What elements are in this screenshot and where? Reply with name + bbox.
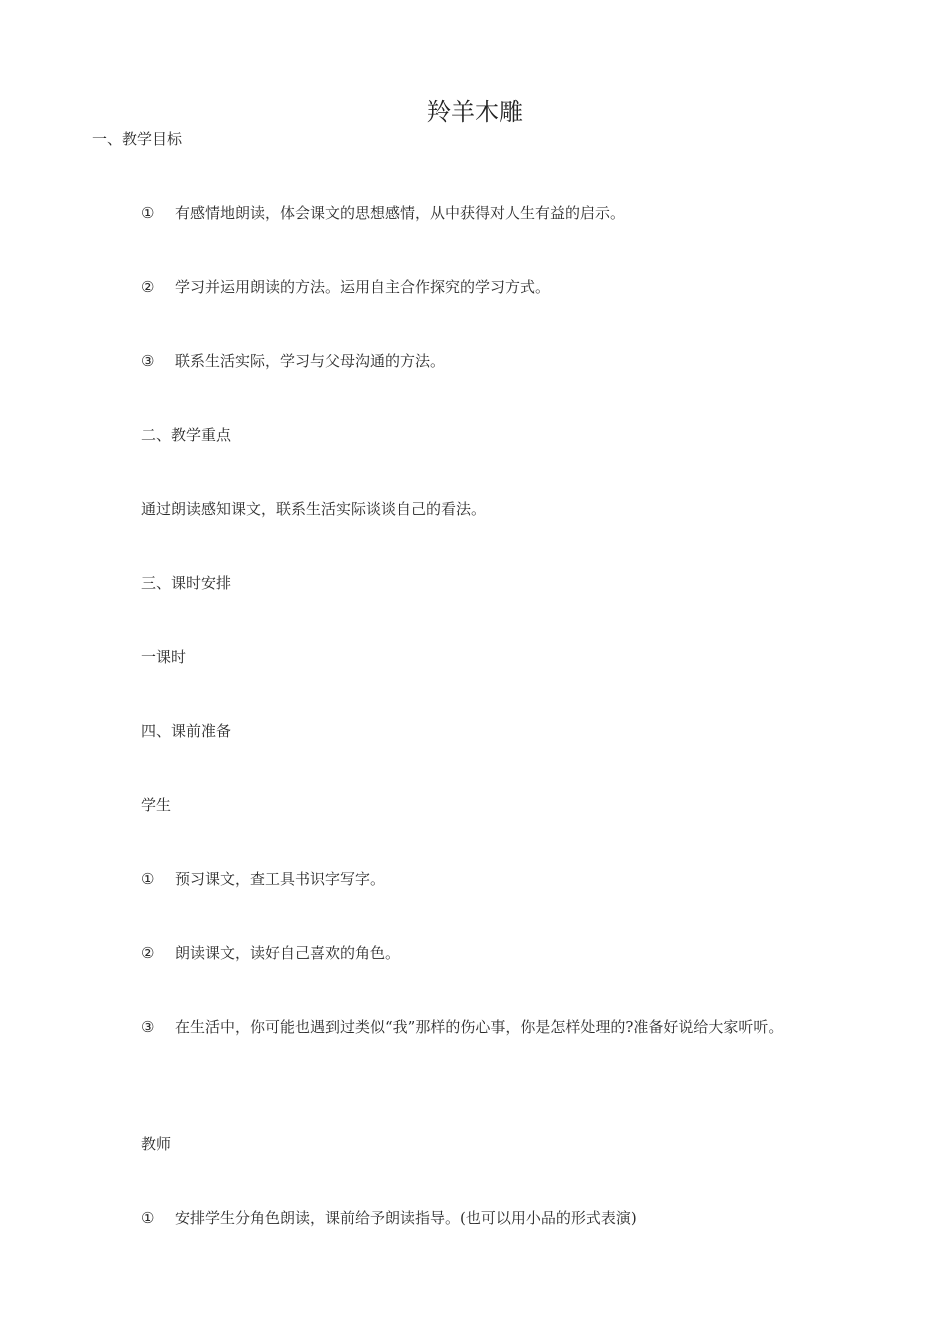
item-marker: ② — [141, 944, 155, 962]
item-marker: ① — [141, 204, 155, 222]
student-item-3 — [141, 1017, 783, 1037]
item-marker: ③ — [141, 1018, 155, 1036]
objective-item-1 — [141, 203, 625, 223]
student-item-1 — [141, 869, 385, 889]
objective-item-2 — [141, 277, 550, 297]
item-text: 朗读课文，读好自己喜欢的角色。 — [175, 944, 401, 962]
item-text: 学习并运用朗读的方法。运用自主合作探究的学习方式。 — [175, 278, 551, 296]
section-heading-schedule: 三、课时安排 — [141, 574, 232, 592]
item-text: 安排学生分角色朗读，课前给予朗读指导。(也可以用小品的形式表演) — [175, 1209, 637, 1227]
teacher-item-1 — [141, 1208, 637, 1228]
students-label: 学生 — [141, 796, 172, 814]
objective-item-3 — [141, 351, 445, 371]
item-marker: ② — [141, 278, 155, 296]
item-text: 联系生活实际，学习与父母沟通的方法。 — [175, 352, 446, 370]
item-marker: ① — [141, 1209, 155, 1227]
document-title: 羚羊木雕 — [427, 98, 523, 126]
section-heading-preparation: 四、课前准备 — [141, 722, 232, 740]
item-marker: ① — [141, 870, 155, 888]
item-text: 预习课文，查工具书识字写字。 — [175, 870, 386, 888]
key-points-text: 通过朗读感知课文，联系生活实际谈谈自己的看法。 — [141, 500, 487, 518]
student-item-2 — [141, 943, 400, 963]
section-heading-objectives: 一、教学目标 — [92, 130, 183, 148]
item-marker: ③ — [141, 352, 155, 370]
section-heading-key-points: 二、教学重点 — [141, 426, 232, 444]
schedule-text: 一课时 — [141, 648, 187, 666]
item-text: 有感情地朗读，体会课文的思想感情，从中获得对人生有益的启示。 — [175, 204, 626, 222]
teacher-label: 教师 — [141, 1135, 172, 1153]
item-text: 在生活中，你可能也遇到过类似“我”那样的伤心事，你是怎样处理的?准备好说给大家听听。 — [175, 1018, 784, 1036]
